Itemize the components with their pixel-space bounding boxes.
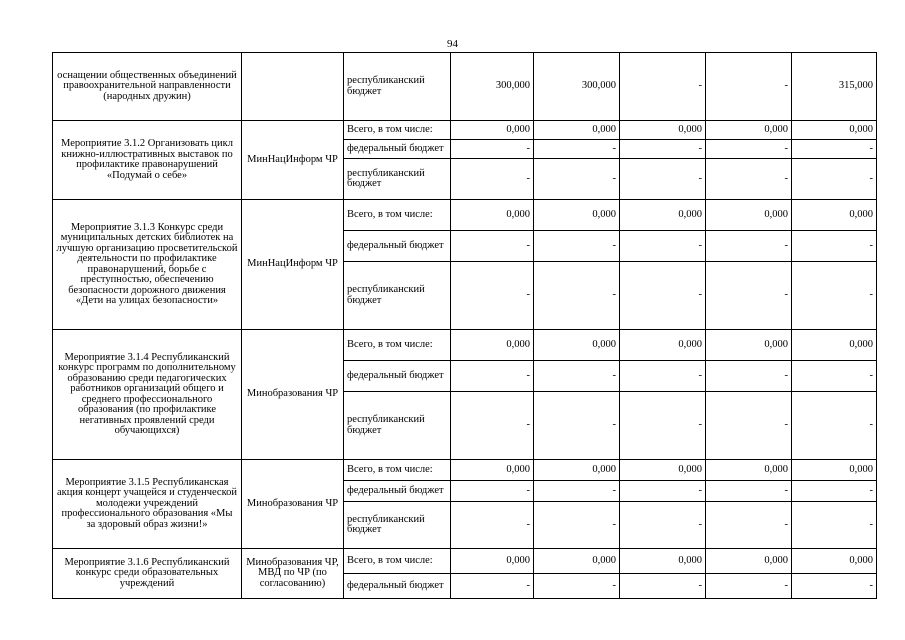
amount-cell: -: [620, 262, 706, 330]
amount-cell: -: [620, 231, 706, 262]
amount-cell: -: [451, 140, 534, 159]
table-row: [53, 121, 877, 140]
amount-cell: -: [792, 140, 877, 159]
funding-source-cell: Всего, в том числе:: [344, 200, 451, 231]
amount-cell: -: [792, 159, 877, 200]
amount-cell: -: [706, 53, 792, 121]
funding-source-cell: республиканский бюджет: [344, 159, 451, 200]
amount-cell: 0,000: [534, 549, 620, 574]
executor-cell: Минобразования ЧР: [242, 460, 344, 549]
funding-source-cell: Всего, в том числе:: [344, 330, 451, 361]
amount-cell: 0,000: [792, 330, 877, 361]
amount-cell: -: [534, 231, 620, 262]
funding-source-cell: республиканский бюджет: [344, 53, 451, 121]
amount-cell: -: [620, 392, 706, 460]
amount-cell: 0,000: [451, 330, 534, 361]
funding-source-cell: федеральный бюджет: [344, 481, 451, 502]
amount-cell: 0,000: [792, 460, 877, 481]
funding-source-cell: федеральный бюджет: [344, 140, 451, 159]
amount-cell: -: [620, 159, 706, 200]
amount-cell: 0,000: [534, 200, 620, 231]
funding-source-cell: республиканский бюджет: [344, 262, 451, 330]
table-row: [53, 200, 877, 231]
amount-cell: 0,000: [706, 330, 792, 361]
amount-cell: 0,000: [792, 200, 877, 231]
amount-cell: 0,000: [620, 460, 706, 481]
amount-cell: -: [534, 159, 620, 200]
amount-cell: -: [706, 502, 792, 549]
amount-cell: -: [620, 502, 706, 549]
amount-cell: -: [451, 481, 534, 502]
amount-cell: -: [706, 481, 792, 502]
event-name-cell: Мероприятие 3.1.3 Конкурс среди муниципальных детских библиотек на лучшую организацию просветительской деятельности по профилактике правонарушений, борьбе с преступностью, обеспечению безопасности дорожного движения «Дети на улицах безопасности»: [53, 200, 242, 330]
amount-cell: -: [706, 361, 792, 392]
table-row: [53, 549, 877, 574]
amount-cell: -: [534, 392, 620, 460]
amount-cell: -: [451, 159, 534, 200]
event-name-cell: Мероприятие 3.1.5 Республиканская акция концерт учащейся и студенческой молодежи учреждений профессионального образования «Мы за здоровый образ жизни!»: [53, 460, 242, 549]
amount-cell: -: [620, 481, 706, 502]
amount-cell: 0,000: [534, 460, 620, 481]
amount-cell: -: [451, 361, 534, 392]
amount-cell: -: [534, 574, 620, 599]
amount-cell: -: [451, 262, 534, 330]
funding-source-cell: федеральный бюджет: [344, 574, 451, 599]
amount-cell: -: [706, 231, 792, 262]
funding-source-cell: Всего, в том числе:: [344, 121, 451, 140]
amount-cell: 0,000: [792, 121, 877, 140]
amount-cell: -: [451, 231, 534, 262]
amount-cell: -: [534, 502, 620, 549]
event-name-cell: Мероприятие 3.1.6 Республиканский конкурс среди образовательных учреждений: [53, 549, 242, 599]
funding-source-cell: Всего, в том числе:: [344, 460, 451, 481]
executor-cell: Минобразования ЧР, МВД по ЧР (по согласованию): [242, 549, 344, 599]
page-number: 94: [447, 38, 458, 50]
amount-cell: 0,000: [534, 330, 620, 361]
amount-cell: -: [792, 231, 877, 262]
funding-source-cell: Всего, в том числе:: [344, 549, 451, 574]
amount-cell: -: [534, 262, 620, 330]
funding-source-cell: республиканский бюджет: [344, 502, 451, 549]
amount-cell: -: [792, 481, 877, 502]
amount-cell: 0,000: [620, 330, 706, 361]
amount-cell: -: [792, 574, 877, 599]
amount-cell: 0,000: [792, 549, 877, 574]
amount-cell: 0,000: [706, 121, 792, 140]
amount-cell: -: [620, 140, 706, 159]
amount-cell: -: [706, 574, 792, 599]
amount-cell: 315,000: [792, 53, 877, 121]
amount-cell: 0,000: [706, 460, 792, 481]
funding-source-cell: федеральный бюджет: [344, 231, 451, 262]
amount-cell: 0,000: [706, 549, 792, 574]
amount-cell: -: [534, 481, 620, 502]
executor-cell: МинНацИнформ ЧР: [242, 200, 344, 330]
amount-cell: -: [792, 392, 877, 460]
amount-cell: 0,000: [620, 200, 706, 231]
amount-cell: -: [706, 262, 792, 330]
amount-cell: 0,000: [620, 549, 706, 574]
amount-cell: 0,000: [451, 549, 534, 574]
amount-cell: -: [451, 574, 534, 599]
amount-cell: -: [620, 574, 706, 599]
funding-table: [52, 52, 877, 599]
amount-cell: -: [792, 361, 877, 392]
table-row: [53, 330, 877, 361]
amount-cell: -: [451, 392, 534, 460]
amount-cell: -: [534, 140, 620, 159]
amount-cell: -: [620, 361, 706, 392]
amount-cell: 0,000: [451, 460, 534, 481]
amount-cell: 0,000: [451, 121, 534, 140]
amount-cell: -: [706, 140, 792, 159]
event-name-cell: оснащении общественных объединений правоохранительной направленности (народных дружин): [53, 53, 242, 121]
amount-cell: 300,000: [534, 53, 620, 121]
amount-cell: -: [534, 361, 620, 392]
amount-cell: 0,000: [620, 121, 706, 140]
event-name-cell: Мероприятие 3.1.4 Республиканский конкурс программ по дополнительному образованию среди педагогических работников организаций общего и среднего профессионального образования (по профилактике негативных проявлений среди обучающихся): [53, 330, 242, 460]
table-row: [53, 460, 877, 481]
amount-cell: -: [706, 392, 792, 460]
amount-cell: 0,000: [706, 200, 792, 231]
funding-source-cell: республиканский бюджет: [344, 392, 451, 460]
event-name-cell: Мероприятие 3.1.2 Организовать цикл книжно-иллюстративных выставок по профилактике правонарушений «Подумай о себе»: [53, 121, 242, 200]
executor-cell: МинНацИнформ ЧР: [242, 121, 344, 200]
amount-cell: -: [706, 159, 792, 200]
table-row: [53, 53, 877, 121]
amount-cell: 0,000: [534, 121, 620, 140]
amount-cell: -: [792, 502, 877, 549]
amount-cell: -: [451, 502, 534, 549]
executor-cell: [242, 53, 344, 121]
funding-source-cell: федеральный бюджет: [344, 361, 451, 392]
amount-cell: 0,000: [451, 200, 534, 231]
executor-cell: Минобразования ЧР: [242, 330, 344, 460]
amount-cell: -: [792, 262, 877, 330]
amount-cell: -: [620, 53, 706, 121]
amount-cell: 300,000: [451, 53, 534, 121]
